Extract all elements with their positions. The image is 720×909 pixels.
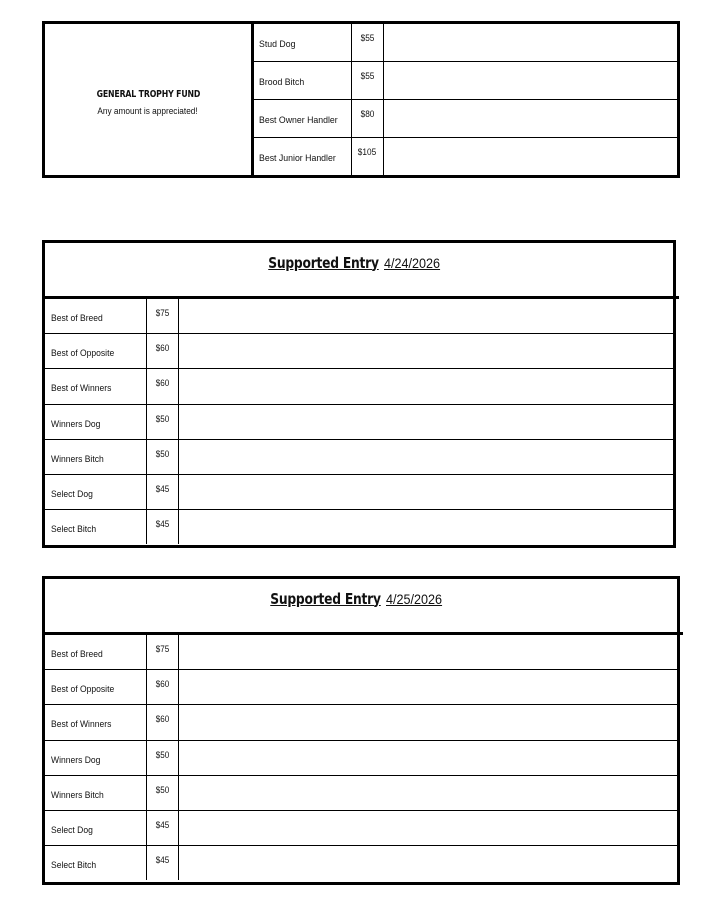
award-name: Select Bitch (45, 510, 147, 545)
award-name: Stud Dog (254, 24, 352, 62)
sponsor-field[interactable] (179, 369, 674, 404)
sponsor-field[interactable] (384, 62, 678, 100)
table-row (45, 510, 673, 545)
award-price: $50 (147, 740, 179, 775)
award-price: $55 (352, 24, 384, 62)
award-name: Select Dog (45, 810, 147, 845)
award-name: Best Junior Handler (254, 138, 352, 176)
award-price: $60 (147, 369, 179, 404)
award-name: Best Owner Handler (254, 100, 352, 138)
award-price: $45 (147, 810, 179, 845)
award-price: $105 (352, 138, 384, 176)
entry-table (45, 635, 677, 880)
award-name: Best of Opposite (45, 334, 147, 369)
trophy-fund-section (42, 21, 680, 178)
table-row (45, 635, 677, 670)
general-trophy-fund-box (45, 24, 254, 175)
sponsor-field[interactable] (179, 670, 678, 705)
table-row (45, 299, 673, 334)
sponsor-field[interactable] (179, 299, 674, 334)
sponsor-field[interactable] (384, 138, 678, 176)
table-row (45, 439, 673, 474)
award-price: $45 (147, 846, 179, 881)
supported-entry-section (42, 576, 680, 885)
sponsor-field[interactable] (179, 846, 678, 881)
entry-header (45, 579, 683, 635)
table-row (45, 846, 677, 881)
table-row (45, 334, 673, 369)
award-price: $50 (147, 439, 179, 474)
table-row (45, 740, 677, 775)
trophy-fund-note: Any amount is appreciated! (97, 106, 199, 116)
award-name: Select Dog (45, 474, 147, 509)
award-name: Select Bitch (45, 846, 147, 881)
sponsor-field[interactable] (179, 810, 678, 845)
entry-title: Supported Entry (270, 589, 381, 608)
award-name: Brood Bitch (254, 62, 352, 100)
sponsor-field[interactable] (179, 474, 674, 509)
award-name: Winners Bitch (45, 439, 147, 474)
entry-header (45, 243, 679, 299)
sponsor-field[interactable] (384, 100, 678, 138)
award-name: Best of Breed (45, 635, 147, 670)
award-price: $60 (147, 705, 179, 740)
table-row (45, 404, 673, 439)
sponsor-field[interactable] (179, 740, 678, 775)
entry-date: 4/24/2026 (383, 254, 440, 271)
award-name: Winners Dog (45, 740, 147, 775)
sponsor-field[interactable] (384, 24, 678, 62)
award-name: Best of Winners (45, 705, 147, 740)
sponsor-field[interactable] (179, 439, 674, 474)
sponsor-field[interactable] (179, 635, 678, 670)
table-row (45, 810, 677, 845)
entry-table (45, 299, 673, 544)
table-row (254, 138, 677, 176)
award-price: $45 (147, 474, 179, 509)
entry-date: 4/25/2026 (385, 590, 442, 607)
sponsor-field[interactable] (179, 404, 674, 439)
sponsor-field[interactable] (179, 510, 674, 545)
table-row (45, 474, 673, 509)
trophy-fund-title: GENERAL TROPHY FUND (96, 89, 200, 100)
award-price: $55 (352, 62, 384, 100)
award-price: $50 (147, 404, 179, 439)
table-row (45, 705, 677, 740)
award-price: $60 (147, 670, 179, 705)
award-name: Winners Dog (45, 404, 147, 439)
award-price: $80 (352, 100, 384, 138)
award-name: Best of Winners (45, 369, 147, 404)
sponsor-field[interactable] (179, 705, 678, 740)
table-row (45, 369, 673, 404)
award-price: $60 (147, 334, 179, 369)
award-price: $50 (147, 775, 179, 810)
sponsor-field[interactable] (179, 775, 678, 810)
table-row (254, 24, 677, 62)
table-row (45, 775, 677, 810)
supported-entry-section (42, 240, 676, 548)
award-name: Best of Breed (45, 299, 147, 334)
award-price: $75 (147, 299, 179, 334)
trophy-table (254, 24, 677, 175)
award-name: Best of Opposite (45, 670, 147, 705)
sponsor-field[interactable] (179, 334, 674, 369)
award-name: Winners Bitch (45, 775, 147, 810)
entry-title: Supported Entry (268, 253, 379, 272)
award-price: $75 (147, 635, 179, 670)
table-row (254, 100, 677, 138)
table-row (45, 670, 677, 705)
award-price: $45 (147, 510, 179, 545)
table-row (254, 62, 677, 100)
